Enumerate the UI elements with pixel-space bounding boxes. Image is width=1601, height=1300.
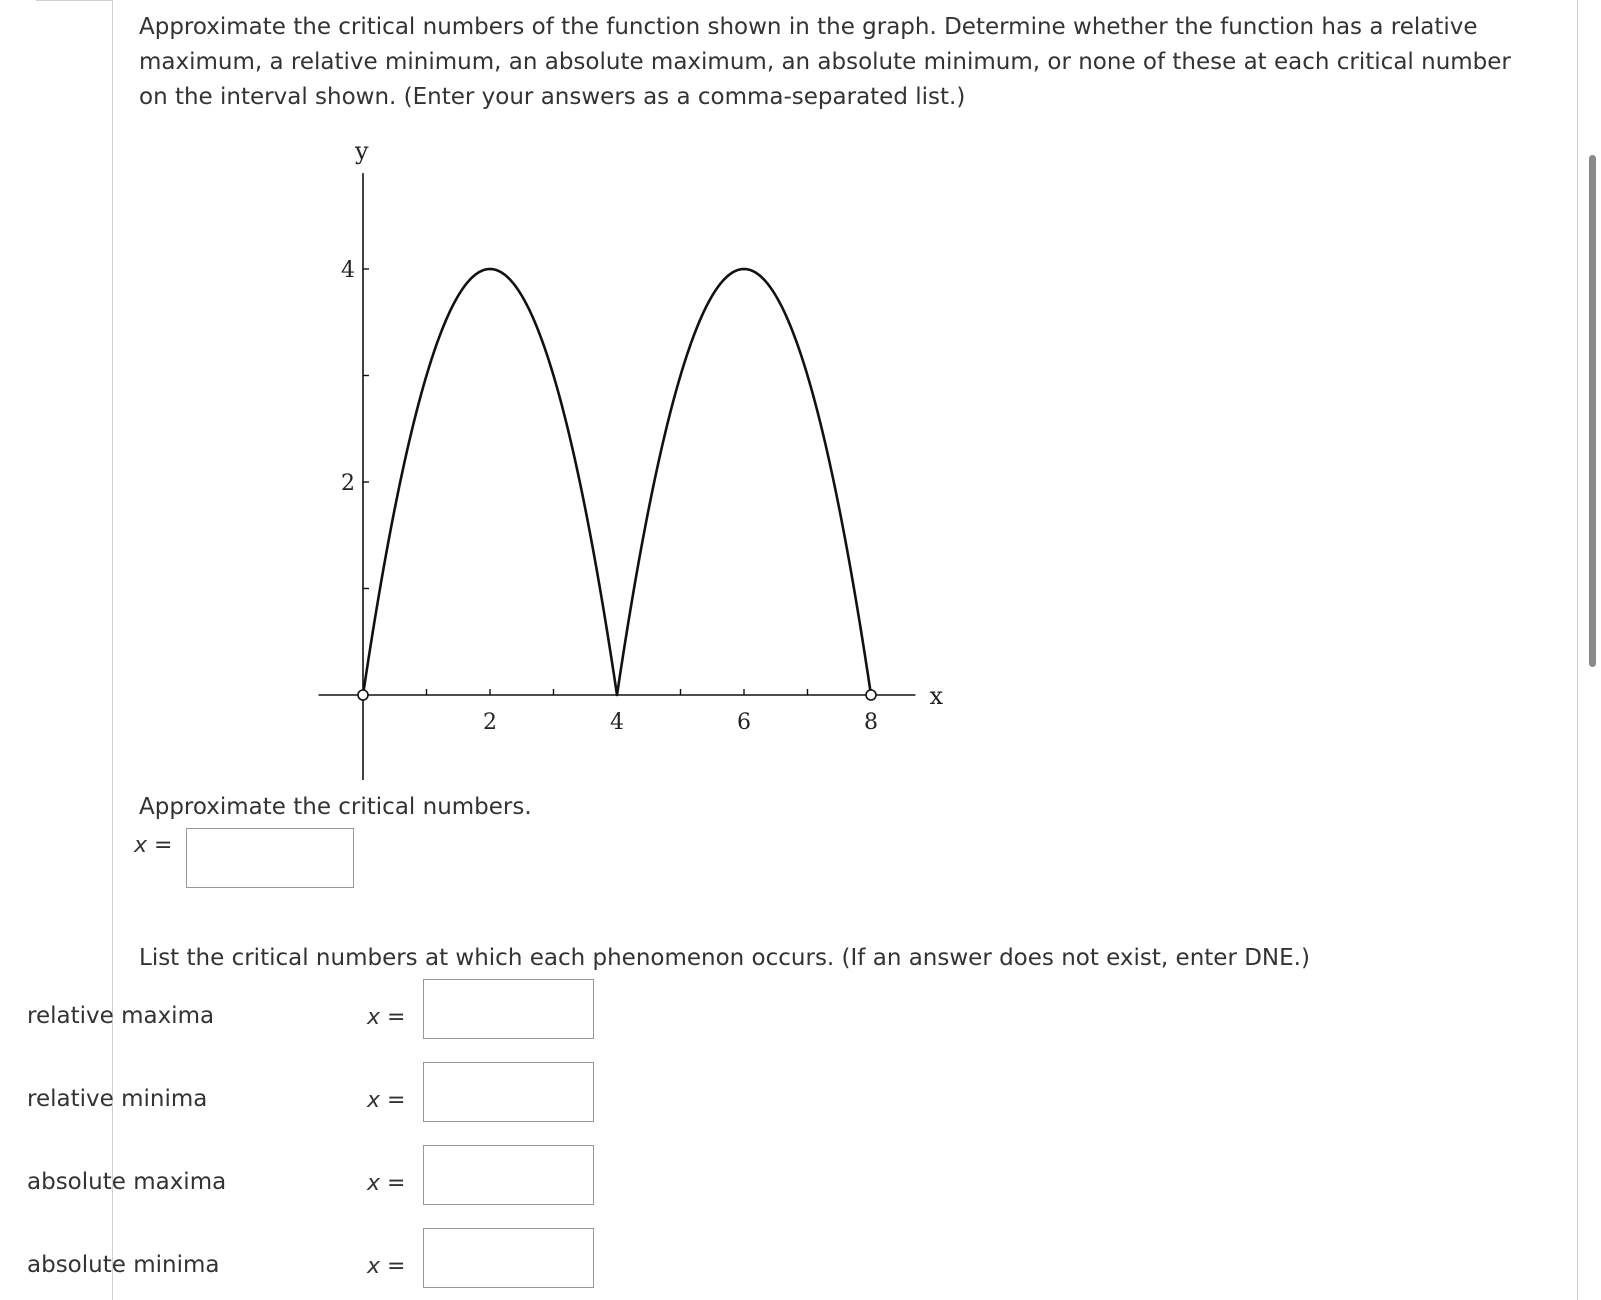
function-curve: [363, 269, 871, 695]
phenomena-instructions: List the critical numbers at which each phenomenon occurs. (If an answer does not exist, enter DNE.): [139, 945, 1310, 971]
relative-minima-label: relative minima: [27, 1086, 208, 1112]
critical-numbers-input[interactable]: [186, 828, 354, 888]
absolute-minima-input[interactable]: [423, 1228, 594, 1288]
function-graph: [0, 0, 1000, 780]
relative-maxima-eq: x =: [367, 1005, 406, 1030]
absolute-minima-eq: x =: [367, 1254, 406, 1279]
absolute-minima-label: absolute minima: [27, 1252, 220, 1278]
relative-minima-input[interactable]: [423, 1062, 594, 1122]
scrollbar-thumb[interactable]: [1589, 155, 1596, 667]
x-tick-label: 2: [483, 710, 497, 735]
absolute-maxima-eq: x =: [367, 1171, 406, 1196]
absolute-maxima-input[interactable]: [423, 1145, 594, 1205]
relative-minima-eq: x =: [367, 1088, 406, 1113]
relative-maxima-input[interactable]: [423, 979, 594, 1039]
relative-maxima-label: relative maxima: [27, 1003, 215, 1029]
endpoint-marker: [358, 690, 368, 700]
absolute-maxima-label: absolute maxima: [27, 1169, 227, 1195]
critical-numbers-label: x =: [134, 833, 173, 858]
critical-numbers-subtitle: Approximate the critical numbers.: [139, 794, 532, 820]
x-tick-label: 6: [737, 710, 751, 735]
y-axis-label: y: [355, 137, 369, 166]
x-axis-label: x: [929, 682, 943, 710]
y-tick-label: 4: [341, 258, 355, 283]
question-prompt: Approximate the critical numbers of the function shown in the graph. Determine whether the function has a relative maximum, a relative minimum, an absolute maximum, an absolute minimum, or none of these at each critical number on the interval shown. (Enter your answers as a comma-separated list.): [139, 14, 1511, 110]
x-tick-label: 8: [864, 710, 878, 735]
y-tick-label: 2: [341, 471, 355, 496]
endpoint-marker: [866, 690, 876, 700]
x-tick-label: 4: [610, 710, 624, 735]
